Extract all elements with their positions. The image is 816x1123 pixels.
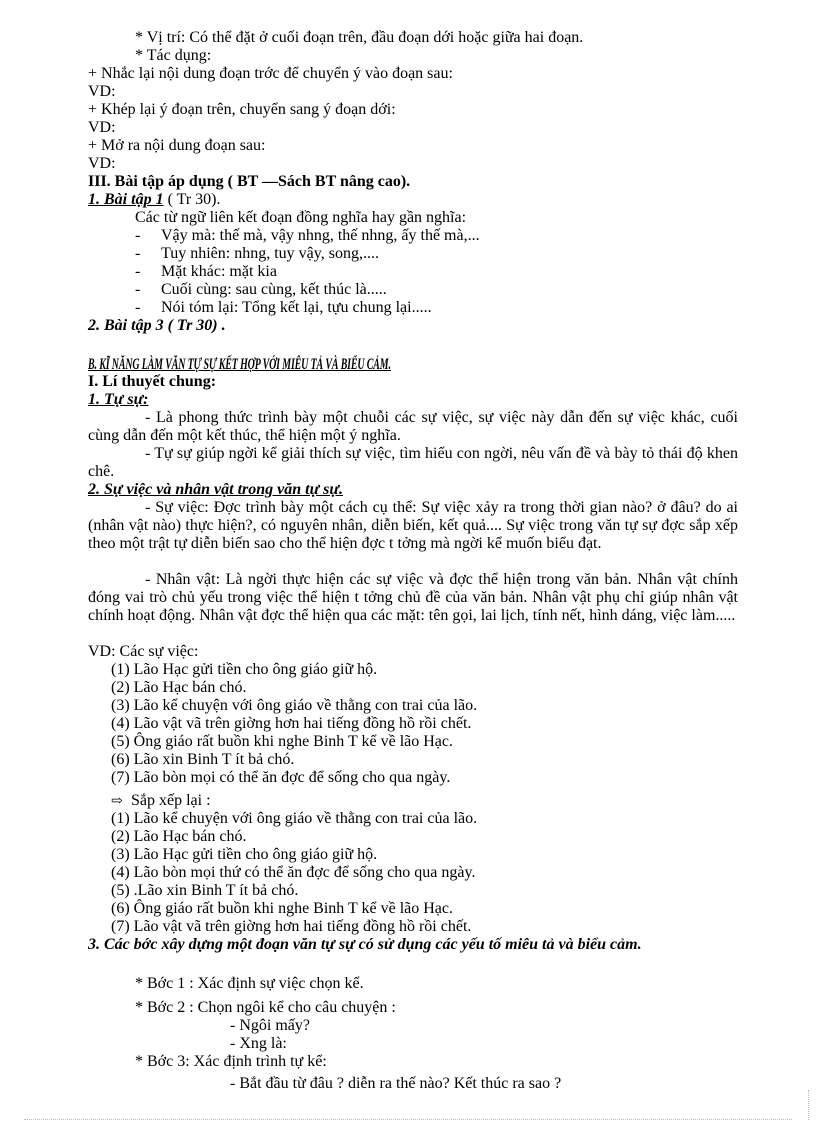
reordered-item: (6) Ông giáo rất buồn khi nghe Binh T kể về lão Hạc. [111, 900, 453, 917]
effect-item: + Mở ra nội dung đoạn sau: [88, 137, 266, 154]
reordered-item: (1) Lão kể chuyện với ông giáo về thằng con trai của lão. [111, 810, 478, 827]
position-note: * Vị trí: Có thể đặt ở cuối đoạn trên, đầu đoạn dới hoặc giữa hai đoạn. [135, 29, 584, 46]
step-2: * Bớc 2 : Chọn ngôi kể cho câu chuyện : [135, 999, 396, 1016]
characters-paragraph: - Nhân vật: Là ngời thực hiện các sự việc và đợc thể hiện trong văn bản. Nhân vật chính đóng vai trò chủ yếu trong việc thể hiện t tởng chủ đề của văn bản. Nhân vật phụ chỉ giúp nhân vật chính hoạt động. Nhân vật đợc thể hiện qua các mặt: tên gọi, lai lịch, tính nết, hình dáng, việc làm..... [88, 571, 738, 624]
example-label: VD: [88, 155, 116, 172]
event-item: (3) Lão kể chuyện với ông giáo về thằng con trai của lão. [111, 697, 478, 714]
events-characters-title: 2. Sự việc và nhân vật trong văn tự sự. [88, 481, 343, 498]
linking-words-intro: Các từ ngữ liên kết đoạn đồng nghĩa hay gần nghĩa: [135, 209, 467, 226]
list-item: - Vậy mà: thế mà, vậy nhng, thế nhng, ấy thế mà,... [135, 227, 480, 244]
list-item: - Cuối cùng: sau cùng, kết thúc là..... [135, 281, 387, 298]
reordered-item: (7) Lão vật vã trên giờng hơn hai tiếng đồng hồ rồi chết. [111, 918, 472, 935]
event-item: (7) Lão bòn mọi có thể ăn đợc để sống cho qua ngày. [111, 769, 451, 786]
event-item: (4) Lão vật vã trên giờng hơn hai tiếng đồng hồ rồi chết. [111, 715, 472, 732]
exercise-3-title: 2. Bài tập 3 ( Tr 30) . [88, 317, 226, 334]
effect-label: * Tác dụng: [135, 47, 212, 64]
event-item: (6) Lão xin Binh T ít bả chó. [111, 751, 295, 768]
reordered-item: (2) Lão Hạc bán chó. [111, 828, 247, 845]
exercise-1-ref: ( Tr 30). [163, 191, 221, 208]
page-bottom-border [24, 1119, 792, 1120]
reorder-label: Sắp xếp lại : [131, 792, 211, 809]
narrative-definition: - Là phong thức trình bày một chuỗi các sự việc, sự việc này dẫn đến sự việc khác, cuối cùng dẫn đến một kết thúc, thể hiện một ý nghĩa. [88, 409, 738, 444]
step-1: * Bớc 1 : Xác định sự việc chọn kể. [135, 975, 364, 992]
events-example-label: VD: Các sự việc: [88, 643, 199, 660]
section-heading: III. Bài tập áp dụng ( BT —Sách BT nâng cao). [88, 173, 411, 190]
steps-title: 3. Các bớc xây dựng một đoạn văn tự sự có sử dụng các yếu tố miêu tả và biểu cảm. [88, 936, 642, 953]
step-2-sub: - Xng là: [230, 1035, 287, 1052]
event-item: (2) Lão Hạc bán chó. [111, 679, 247, 696]
event-item: (1) Lão Hạc gửi tiền cho ông giáo giữ hộ. [111, 661, 378, 678]
narrative-title: 1. Tự sự: [88, 391, 149, 408]
arrow-right-icon: ⇨ [111, 794, 123, 809]
part-b-heading: B. KĨ NĂNG LÀM VĂN TỰ SỰ KẾT HỢP VỚI MIÊU TẢ VÀ BIỂU CẢM. [88, 356, 391, 373]
list-item: - Tuy nhiên: nhng, tuy vậy, song,.... [135, 245, 379, 262]
reordered-item: (4) Lão bòn mọi thứ có thể ăn đợc để sống cho qua ngày. [111, 864, 476, 881]
exercise-1-title: 1. Bài tập 1 [88, 191, 164, 208]
page-corner-border [808, 1090, 809, 1120]
step-2-sub: - Ngôi mấy? [230, 1017, 310, 1034]
step-3-sub: - Bắt đầu từ đâu ? diễn ra thế nào? Kết thúc ra sao ? [230, 1075, 562, 1092]
example-label: VD: [88, 83, 116, 100]
reorder-line [111, 792, 211, 811]
effect-item: + Nhắc lại nội dung đoạn trớc để chuyển ý vào đoạn sau: [88, 65, 453, 82]
reordered-item: (3) Lão Hạc gửi tiền cho ông giáo giữ hộ. [111, 846, 378, 863]
events-paragraph: - Sự việc: Đợc trình bày một cách cụ thể: Sự việc xảy ra trong thời gian nào? ở đâu? do ai (nhân vật nào) thực hiện?, có nguyên nhân, diễn biến, kết quả.... Sự việc trong văn tự sự đợc sắp xếp theo một trật tự diễn biến sao cho thể hiện đợc t tởng mà ngời kể muốn biểu đạt. [88, 499, 738, 552]
part-b-heading-wrap [88, 356, 548, 374]
narrative-purpose: - Tự sự giúp ngời kể giải thích sự việc, tìm hiểu con ngời, nêu vấn đề và bày tỏ thái độ khen chê. [88, 445, 738, 480]
exercise-1-line [88, 191, 220, 209]
theory-heading: I. Lí thuyết chung: [88, 373, 217, 390]
example-label: VD: [88, 119, 116, 136]
list-item: - Mặt khác: mặt kia [135, 263, 277, 280]
step-3: * Bớc 3: Xác định trình tự kể: [135, 1053, 327, 1070]
effect-item: + Khép lại ý đoạn trên, chuyển sang ý đoạn dới: [88, 101, 396, 118]
event-item: (5) Ông giáo rất buồn khi nghe Binh T kể về lão Hạc. [111, 733, 453, 750]
reordered-item: (5) .Lão xin Binh T ít bả chó. [111, 882, 299, 899]
list-item: - Nói tóm lại: Tổng kết lại, tựu chung lại..... [135, 299, 432, 316]
